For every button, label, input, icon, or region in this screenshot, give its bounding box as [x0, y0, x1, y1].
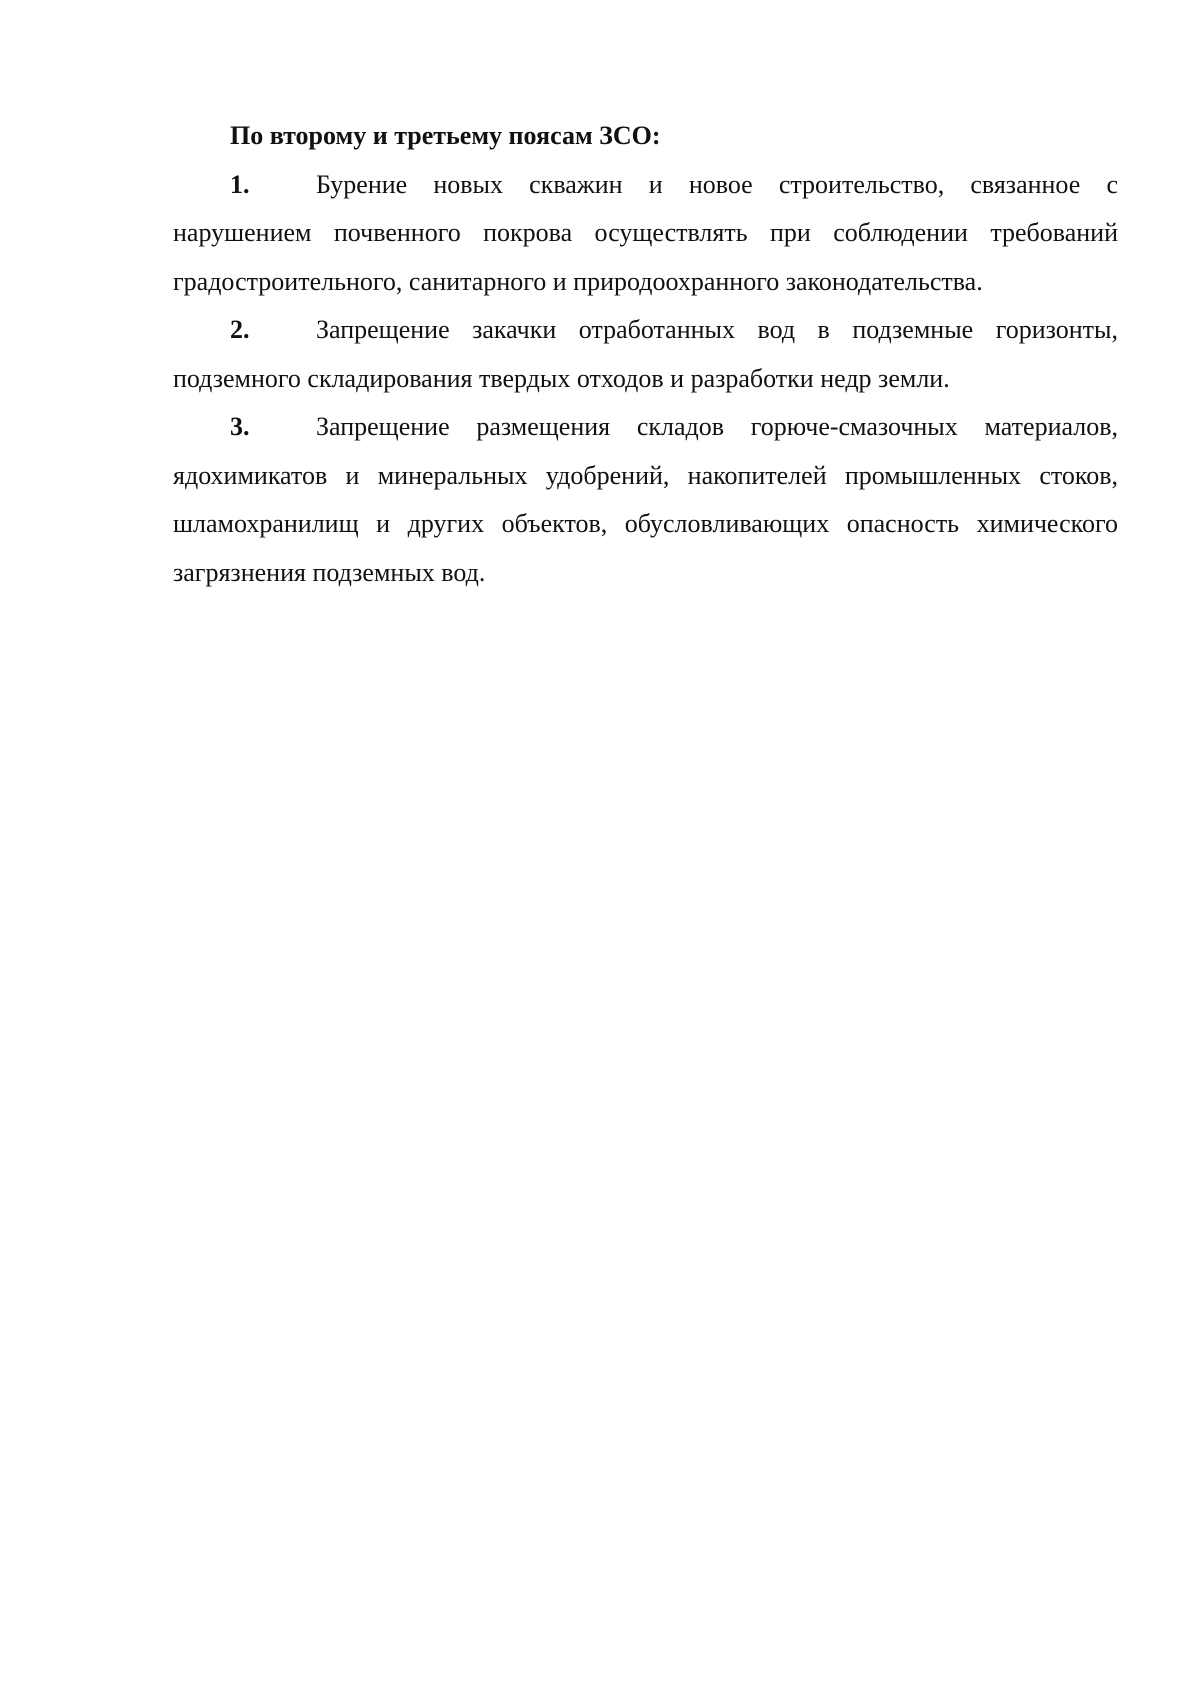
list-item-number: 1. — [230, 169, 250, 199]
section-heading: По второму и третьему поясам ЗСО: — [230, 121, 661, 150]
list-item-text: Запрещение размещения складов горюче-смазочных материалов, ядохимикатов и минеральных удобрений, накопителей промышленных стоков, шламохранилищ и других объектов, обусловливающих опасность химического загрязнения подземных вод. — [173, 412, 1118, 587]
document-body — [173, 112, 1118, 597]
list-item — [173, 403, 1118, 597]
list-item-text: Бурение новых скважин и новое строительство, связанное с нарушением почвенного покрова осуществлять при соблюдении требований градостроительного, санитарного и природоохранного законодательства. — [173, 169, 1118, 296]
list-item-number: 3. — [230, 412, 250, 441]
list-item-number: 2. — [230, 315, 250, 344]
list-item — [173, 306, 1118, 403]
list-item — [173, 161, 1118, 307]
list-item-text: Запрещение закачки отработанных вод в подземные горизонты, подземного складирования твердых отходов и разработки недр земли. — [173, 315, 1118, 393]
